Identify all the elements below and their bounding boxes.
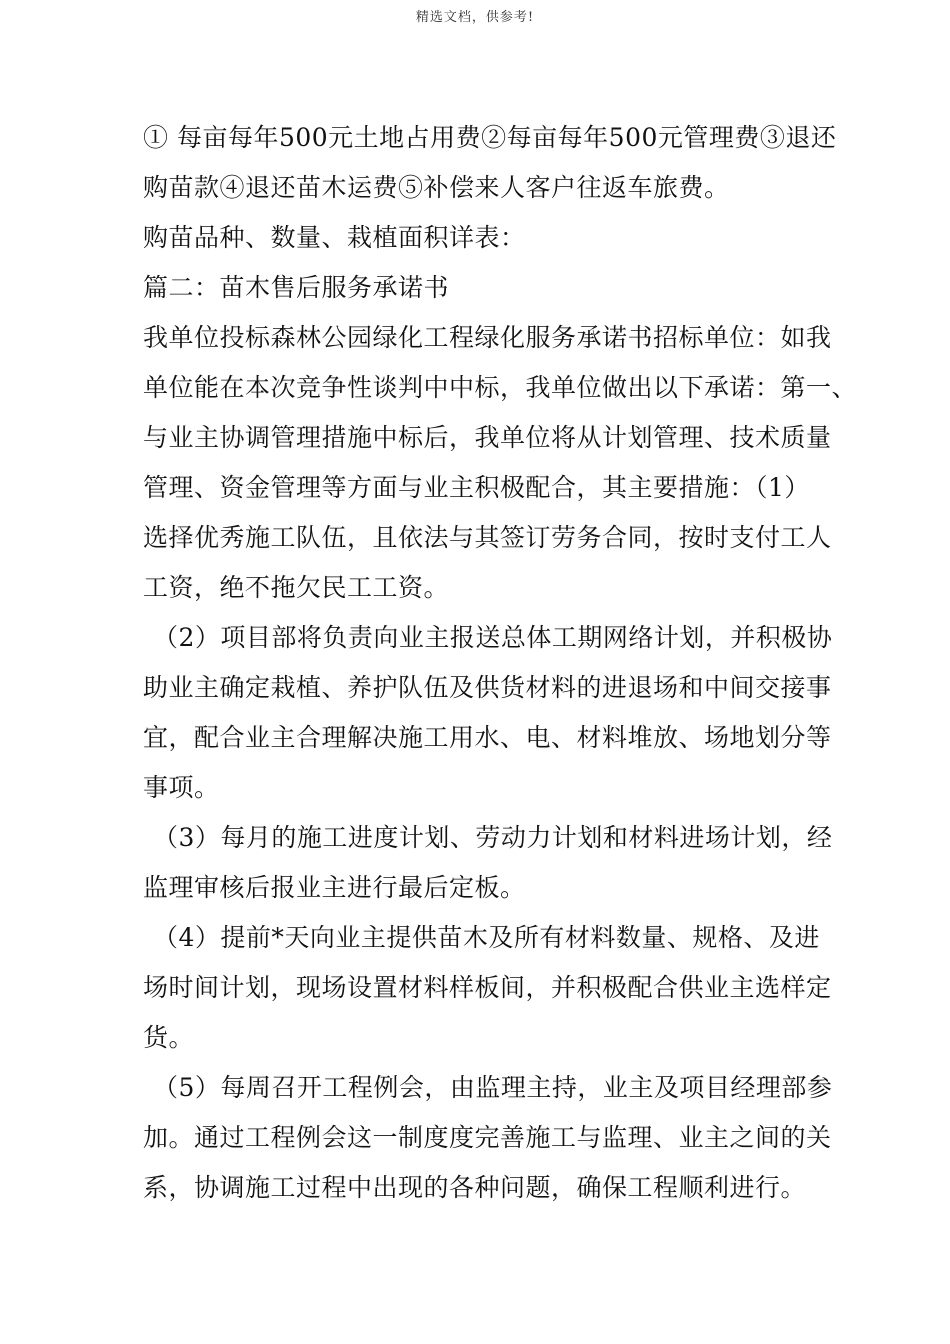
text-line: 监理审核后报业主进行最后定板。 (143, 873, 526, 902)
text-line: 管理、资金管理等方面与业主积极配合，其主要措施：（1） (143, 473, 810, 502)
text-line: 单位能在本次竞争性谈判中中标，我单位做出以下承诺：第一、 (143, 373, 858, 402)
paragraph-start-line: （5）每周召开工程例会，由监理主持，业主及项目经理部参 (153, 1073, 833, 1102)
paragraph-start-line: （2）项目部将负责向业主报送总体工期网络计划，并积极协 (153, 623, 833, 652)
text-line: 工资，绝不拖欠民工工资。 (143, 573, 450, 602)
text-line: 场时间计划，现场设置材料样板间，并积极配合供业主选样定 (143, 973, 832, 1002)
paragraph-start-line: （4）提前*天向业主提供苗木及所有材料数量、规格、及进 (153, 923, 820, 952)
text-line: 购苗款④退还苗木运费⑤补偿来人客户往返车旅费。 (143, 173, 730, 202)
section-heading: 篇二：苗木售后服务承诺书 (143, 273, 450, 302)
document-body (143, 113, 858, 1213)
text-line: 我单位投标森林公园绿化工程绿化服务承诺书招标单位：如我 (143, 323, 832, 352)
text-line: 加。通过工程例会这一制度度完善施工与监理、业主之间的关 (143, 1123, 832, 1152)
page-header: 精选文档，供参考! (415, 10, 535, 25)
text-line: 选择优秀施工队伍，且依法与其签订劳务合同，按时支付工人 (143, 523, 832, 552)
text-line: 宜，配合业主合理解决施工用水、电、材料堆放、场地划分等 (143, 723, 832, 752)
text-line: 与业主协调管理措施中标后，我单位将从计划管理、技术质量 (143, 423, 832, 452)
text-line: 助业主确定栽植、养护队伍及供货材料的进退场和中间交接事 (143, 673, 832, 702)
text-line: 系，协调施工过程中出现的各种问题，确保工程顺利进行。 (143, 1173, 807, 1202)
text-line: 货。 (143, 1023, 195, 1052)
text-line: 事项。 (143, 773, 220, 802)
text-line: 购苗品种、数量、栽植面积详表： (143, 223, 526, 252)
paragraph-start-line: （3）每月的施工进度计划、劳动力计划和材料进场计划，经 (153, 823, 833, 852)
text-line: ① 每亩每年500元土地占用费②每亩每年500元管理费③退还 (143, 123, 837, 152)
